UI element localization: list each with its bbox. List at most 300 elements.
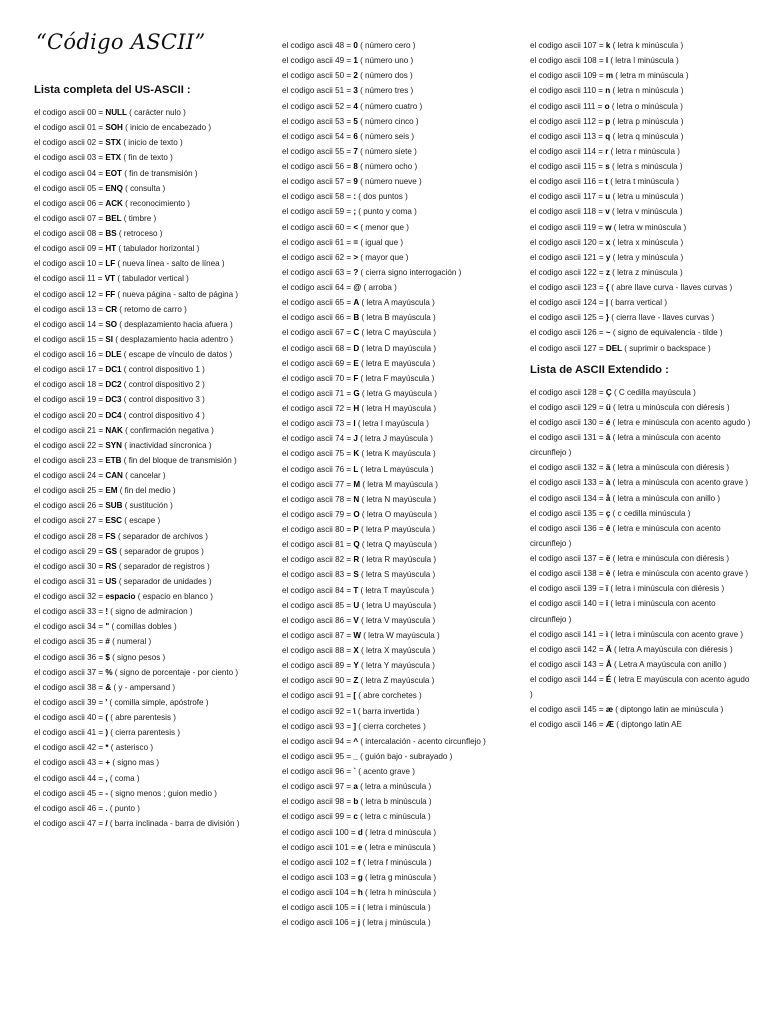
entry-description: ( C cedilla mayúscula )	[613, 387, 696, 397]
entry-symbol: DC4	[105, 410, 122, 420]
entry-symbol: <	[353, 222, 359, 232]
entry-code: 121	[583, 252, 597, 262]
ascii-entry: el codigo ascii 13 = CR ( retorno de carro )	[34, 304, 187, 314]
entry-prefix: el codigo ascii	[34, 758, 85, 768]
entry-description: ( dos puntos )	[358, 192, 408, 202]
entry-description: ( letra S mayúscula )	[361, 570, 436, 580]
entry-prefix: el codigo ascii	[34, 198, 85, 208]
entry-prefix: el codigo ascii	[34, 652, 85, 662]
entry-symbol: R	[353, 555, 360, 565]
entry-code: 89	[335, 661, 345, 671]
ascii-entry: el codigo ascii 123 = { ( abre llave curva - llaves curvas )	[530, 283, 733, 292]
entry-description: ( numeral )	[112, 637, 152, 647]
entry-code: 123	[583, 283, 597, 292]
ascii-column-3	[530, 38, 752, 733]
entry-code: 80	[335, 525, 345, 534]
entry-prefix: el codigo ascii	[34, 350, 85, 359]
entry-description: ( letra s minúscula )	[612, 162, 683, 171]
ascii-entry: el codigo ascii 69 = E ( letra E mayúscula )	[282, 358, 436, 368]
entry-code: 85	[335, 600, 345, 610]
entry-description: ( inactividad síncronica )	[124, 440, 212, 450]
entry-code: 68	[335, 343, 345, 353]
entry-description: ( igual que )	[360, 237, 404, 247]
entry-symbol: U	[353, 600, 360, 610]
entry-symbol: &	[105, 682, 112, 692]
entry-code: 37	[87, 667, 97, 677]
ascii-entry: el codigo ascii 68 = D ( letra D mayúscula )	[282, 343, 437, 353]
entry-prefix: el codigo ascii	[282, 585, 333, 595]
entry-description: ( signo mas )	[112, 758, 160, 768]
ascii-entry: el codigo ascii 35 = # ( numeral )	[34, 637, 152, 647]
ascii-entry: el codigo ascii 96 = ` ( acento grave )	[282, 767, 415, 776]
entry-description: ( letra f minúscula )	[362, 857, 432, 867]
ascii-entry: el codigo ascii 60 = < ( menor que )	[282, 222, 409, 232]
entry-symbol: B	[353, 313, 360, 323]
entry-description: ( tabulador vertical )	[117, 274, 189, 284]
entry-description: ( punto )	[109, 803, 140, 813]
ascii-entry: el codigo ascii 21 = NAK ( confirmación negativa )	[34, 425, 214, 435]
ascii-entry: el codigo ascii 93 = ] ( cierra corchetes )	[282, 721, 426, 731]
entry-symbol: L	[353, 464, 359, 474]
entry-prefix: el codigo ascii	[34, 259, 85, 269]
entry-prefix: el codigo ascii	[282, 600, 333, 610]
entry-description: ( c cedilla minúscula )	[612, 508, 691, 518]
entry-code: 144	[583, 675, 597, 684]
entry-symbol: ETX	[105, 153, 122, 163]
ascii-entry: el codigo ascii 131 = â ( letra a minúscula con acento circunflejo )	[530, 433, 721, 458]
entry-description: ( letra P mayúscula )	[361, 525, 436, 534]
entry-symbol: {	[605, 283, 609, 292]
entry-prefix: el codigo ascii	[282, 903, 333, 913]
entry-symbol: "	[105, 622, 110, 632]
ascii-entry: el codigo ascii 136 = ê ( letra e minúscula con acento circunflejo )	[530, 523, 721, 548]
entry-description: ( letra W mayúscula )	[363, 630, 440, 640]
entry-symbol: HT	[105, 244, 117, 254]
ascii-entry: el codigo ascii 135 = ç ( c cedilla minúscula )	[530, 508, 691, 518]
ascii-entry: el codigo ascii 08 = BS ( retroceso )	[34, 229, 163, 238]
ascii-entry: el codigo ascii 103 = g ( letra g minúscula )	[282, 872, 437, 882]
entry-description: ( letra K mayúscula )	[361, 449, 436, 459]
entry-code: 130	[583, 417, 597, 427]
ascii-entry: el codigo ascii 03 = ETX ( fin de texto )	[34, 153, 173, 163]
ascii-entry: el codigo ascii 78 = N ( letra N mayúscula )	[282, 494, 437, 504]
entry-description: ( número seis )	[360, 131, 415, 141]
entry-symbol: ë	[605, 554, 611, 563]
entry-code: 10	[87, 259, 97, 269]
entry-code: 129	[583, 402, 597, 412]
entry-symbol: 6	[353, 131, 358, 141]
entry-code: 06	[87, 198, 97, 208]
entry-prefix: el codigo ascii	[530, 56, 581, 66]
ascii-entry: el codigo ascii 32 = espacio ( espacio en blanco )	[34, 592, 213, 601]
entry-symbol: k	[605, 41, 611, 50]
entry-prefix: el codigo ascii	[530, 313, 581, 323]
entry-symbol: 1	[353, 56, 358, 66]
entry-symbol: H	[353, 404, 360, 413]
entry-code: 72	[335, 404, 345, 413]
entry-description: ( reconocimiento )	[125, 198, 190, 208]
ascii-entry: el codigo ascii 134 = å ( letra a minúscula con anillo )	[530, 493, 721, 503]
ascii-entry: el codigo ascii 62 = > ( mayor que )	[282, 252, 409, 262]
ascii-entry: el codigo ascii 102 = f ( letra f minúscula )	[282, 857, 432, 867]
entry-code: 15	[87, 334, 97, 344]
entry-symbol: r	[605, 146, 609, 156]
entry-symbol: `	[353, 767, 357, 776]
entry-prefix: el codigo ascii	[282, 131, 333, 141]
entry-symbol: j	[357, 918, 361, 928]
entry-code: 132	[583, 463, 597, 473]
ascii-entry: el codigo ascii 48 = 0 ( número cero )	[282, 41, 416, 50]
entry-description: ( letra N mayúscula )	[361, 494, 437, 504]
entry-symbol: SYN	[105, 440, 122, 450]
entry-symbol: CR	[105, 304, 118, 314]
entry-symbol: espacio	[105, 592, 136, 601]
ascii-list-standard-end	[530, 38, 752, 356]
entry-prefix: el codigo ascii	[282, 207, 333, 217]
entry-description: ( tabulador horizontal )	[118, 244, 200, 254]
entry-code: 96	[335, 767, 345, 776]
entry-prefix: el codigo ascii	[282, 373, 333, 383]
entry-description: ( letra D mayúscula )	[361, 343, 437, 353]
ascii-entry: el codigo ascii 117 = u ( letra u minúscula )	[530, 192, 684, 202]
entry-description: ( signo pesos )	[112, 652, 166, 662]
ascii-entry: el codigo ascii 116 = t ( letra t minúscula )	[530, 177, 680, 187]
entry-prefix: el codigo ascii	[282, 267, 333, 277]
entry-description: ( separador de registros )	[118, 561, 210, 571]
entry-symbol: DC2	[105, 380, 122, 390]
ascii-entry: el codigo ascii 145 = æ ( diptongo latin ae minúscula )	[530, 705, 724, 715]
ascii-entry: el codigo ascii 43 = + ( signo mas )	[34, 758, 160, 768]
ascii-entry: el codigo ascii 45 = - ( signo menos ; guion medio )	[34, 788, 217, 798]
entry-code: 124	[583, 298, 597, 308]
entry-prefix: el codigo ascii	[34, 576, 85, 586]
ascii-entry: el codigo ascii 16 = DLE ( escape de vínculo de datos )	[34, 350, 233, 359]
entry-prefix: el codigo ascii	[530, 41, 581, 50]
entry-code: 73	[335, 419, 345, 429]
entry-prefix: el codigo ascii	[282, 494, 333, 504]
entry-code: 67	[335, 328, 345, 338]
ascii-entry: el codigo ascii 111 = o ( letra o minúscula )	[530, 101, 683, 111]
entry-code: 30	[87, 561, 97, 571]
entry-description: ( letra y minúscula )	[612, 252, 684, 262]
entry-prefix: el codigo ascii	[34, 138, 85, 148]
entry-symbol: SO	[105, 319, 118, 329]
entry-symbol: 0	[353, 41, 358, 50]
entry-prefix: el codigo ascii	[34, 153, 85, 163]
entry-symbol: SOH	[105, 123, 123, 133]
entry-code: 97	[335, 782, 345, 792]
entry-prefix: el codigo ascii	[282, 328, 333, 338]
entry-prefix: el codigo ascii	[530, 463, 581, 473]
entry-description: ( número dos )	[360, 71, 413, 81]
entry-description: ( letra Z mayúscula )	[360, 676, 435, 686]
ascii-entry: el codigo ascii 76 = L ( letra L mayúscula )	[282, 464, 434, 474]
entry-prefix: el codigo ascii	[34, 682, 85, 692]
entry-symbol: è	[605, 569, 611, 579]
ascii-entry: el codigo ascii 49 = 1 ( número uno )	[282, 56, 414, 66]
entry-code: 117	[583, 192, 596, 202]
ascii-entry: el codigo ascii 106 = j ( letra j minúscula )	[282, 918, 431, 928]
entry-prefix: el codigo ascii	[530, 675, 581, 684]
entry-symbol: E	[353, 358, 359, 368]
entry-prefix: el codigo ascii	[530, 659, 581, 669]
entry-code: 102	[335, 857, 349, 867]
ascii-entry: el codigo ascii 27 = ESC ( escape )	[34, 516, 161, 526]
ascii-entry: el codigo ascii 00 = NULL ( carácter nulo )	[34, 108, 186, 117]
entry-symbol: US	[105, 576, 117, 586]
entry-code: 98	[335, 797, 345, 807]
entry-prefix: el codigo ascii	[34, 803, 85, 813]
entry-prefix: el codigo ascii	[530, 584, 581, 594]
entry-prefix: el codigo ascii	[282, 812, 333, 822]
entry-code: 108	[583, 56, 597, 66]
ascii-entry: el codigo ascii 113 = q ( letra q minúscula )	[530, 131, 684, 141]
entry-prefix: el codigo ascii	[34, 334, 85, 344]
ascii-entry: el codigo ascii 108 = l ( letra l minúscula )	[530, 56, 679, 66]
entry-description: ( letra e minúscula )	[364, 842, 436, 852]
entry-prefix: el codigo ascii	[530, 478, 581, 488]
entry-code: 59	[335, 207, 345, 217]
ascii-entry: el codigo ascii 44 = , ( coma )	[34, 773, 140, 783]
entry-code: 107	[583, 41, 597, 50]
entry-code: 87	[335, 630, 345, 640]
entry-prefix: el codigo ascii	[282, 872, 333, 882]
entry-code: 128	[583, 387, 597, 397]
entry-prefix: el codigo ascii	[34, 743, 85, 753]
entry-code: 22	[87, 440, 97, 450]
ascii-entry: el codigo ascii 02 = STX ( inicio de texto )	[34, 138, 183, 148]
entry-prefix: el codigo ascii	[530, 283, 581, 292]
entry-description: ( número cero )	[360, 41, 416, 50]
entry-description: ( letra i minúscula con diéresis )	[610, 584, 725, 594]
entry-prefix: el codigo ascii	[34, 304, 85, 314]
entry-description: ( y - ampersand )	[113, 682, 176, 692]
entry-symbol: @	[353, 283, 362, 292]
entry-prefix: el codigo ascii	[530, 523, 581, 533]
entry-code: 146	[583, 720, 597, 730]
entry-description: ( letra m minúscula )	[615, 71, 689, 81]
entry-code: 40	[87, 713, 97, 722]
entry-prefix: el codigo ascii	[282, 343, 333, 353]
ascii-entry: el codigo ascii 125 = } ( cierra llave - llaves curvas )	[530, 313, 715, 323]
entry-symbol: 2	[353, 71, 358, 81]
ascii-entry: el codigo ascii 119 = w ( letra w minúscula )	[530, 222, 687, 232]
entry-code: 78	[335, 494, 345, 504]
entry-symbol: 8	[353, 162, 358, 171]
entry-prefix: el codigo ascii	[530, 554, 581, 563]
ascii-entry: el codigo ascii 70 = F ( letra F mayúscula )	[282, 373, 435, 383]
entry-prefix: el codigo ascii	[282, 404, 333, 413]
entry-prefix: el codigo ascii	[34, 425, 85, 435]
entry-prefix: el codigo ascii	[34, 213, 85, 223]
entry-code: 05	[87, 183, 97, 193]
entry-symbol: Q	[353, 540, 360, 550]
ascii-entry: el codigo ascii 85 = U ( letra U mayúscula )	[282, 600, 437, 610]
ascii-entry: el codigo ascii 65 = A ( letra A mayúscula )	[282, 298, 435, 308]
entry-description: ( letra T mayúscula )	[360, 585, 435, 595]
entry-symbol: Y	[353, 661, 359, 671]
entry-description: ( intercalación - acento circunflejo )	[360, 736, 486, 746]
entry-description: ( separador de archivos )	[117, 531, 208, 541]
entry-prefix: el codigo ascii	[282, 676, 333, 686]
entry-symbol: F	[353, 373, 359, 383]
ascii-entry: el codigo ascii 98 = b ( letra b minúscula )	[282, 797, 432, 807]
entry-code: 12	[87, 289, 97, 299]
entry-description: ( control dispositivo 1 )	[123, 365, 205, 375]
entry-prefix: el codigo ascii	[282, 767, 333, 776]
entry-symbol: p	[605, 116, 611, 126]
entry-prefix: el codigo ascii	[282, 918, 333, 928]
entry-code: 116	[583, 177, 596, 187]
entry-symbol: g	[357, 872, 363, 882]
ascii-entry: el codigo ascii 130 = é ( letra e minúscula con acento agudo )	[530, 417, 751, 427]
entry-symbol: DC1	[105, 365, 122, 375]
entry-code: 66	[335, 313, 345, 323]
entry-symbol: \	[353, 706, 356, 716]
entry-prefix: el codigo ascii	[34, 168, 85, 178]
ascii-entry: el codigo ascii 132 = ä ( letra a minúscula con diéresis )	[530, 463, 730, 473]
entry-description: ( cierra signo interrogación )	[360, 267, 462, 277]
entry-symbol: 9	[353, 177, 358, 187]
entry-prefix: el codigo ascii	[282, 888, 333, 897]
entry-prefix: el codigo ascii	[530, 192, 581, 202]
entry-code: 39	[87, 697, 97, 707]
ascii-entry: el codigo ascii 28 = FS ( separador de archivos )	[34, 531, 208, 541]
ascii-entry: el codigo ascii 120 = x ( letra x minúscula )	[530, 237, 684, 247]
entry-description: ( letra J mayúscula )	[360, 434, 433, 444]
entry-symbol: DLE	[105, 350, 122, 359]
entry-code: 17	[87, 365, 97, 375]
entry-description: ( fin del medio )	[119, 486, 176, 496]
entry-symbol: i	[357, 903, 361, 913]
entry-description: ( sustitución )	[124, 501, 173, 511]
entry-symbol: DEL	[605, 343, 623, 353]
ascii-entry: el codigo ascii 133 = à ( letra a minúscula con acento grave )	[530, 478, 749, 488]
entry-prefix: el codigo ascii	[34, 501, 85, 511]
entry-symbol: DC3	[105, 395, 122, 405]
entry-code: 145	[583, 705, 597, 715]
entry-code: 133	[583, 478, 597, 488]
entry-description: ( control dispositivo 2 )	[123, 380, 205, 390]
entry-prefix: el codigo ascii	[282, 71, 333, 81]
entry-code: 20	[87, 410, 97, 420]
entry-code: 70	[335, 373, 345, 383]
entry-description: ( letra x minúscula )	[612, 237, 684, 247]
entry-symbol: î	[605, 599, 609, 609]
entry-description: ( guión bajo - subrayado )	[360, 751, 453, 761]
entry-symbol: ï	[605, 584, 609, 594]
entry-description: ( letra i minúscula con acento grave )	[610, 629, 744, 639]
entry-prefix: el codigo ascii	[282, 358, 333, 368]
entry-prefix: el codigo ascii	[282, 570, 333, 580]
entry-prefix: el codigo ascii	[530, 599, 581, 609]
entry-prefix: el codigo ascii	[34, 289, 85, 299]
entry-description: ( timbre )	[123, 213, 157, 223]
entry-code: 48	[335, 41, 345, 50]
ascii-entry: el codigo ascii 86 = V ( letra V mayúscula )	[282, 615, 436, 625]
entry-description: ( letra d minúscula )	[365, 827, 437, 837]
entry-symbol: u	[605, 192, 611, 202]
entry-code: 93	[335, 721, 345, 731]
entry-description: ( letra R mayúscula )	[361, 555, 437, 565]
entry-prefix: el codigo ascii	[282, 313, 333, 323]
entry-prefix: el codigo ascii	[282, 464, 333, 474]
entry-symbol: G	[353, 388, 360, 398]
ascii-entry: el codigo ascii 61 = = ( igual que )	[282, 237, 404, 247]
entry-code: 138	[583, 569, 597, 579]
entry-code: 104	[335, 888, 349, 897]
ascii-entry: el codigo ascii 83 = S ( letra S mayúscula )	[282, 570, 436, 580]
ascii-entry: el codigo ascii 84 = T ( letra T mayúscula )	[282, 585, 435, 595]
ascii-entry: el codigo ascii 40 = ( ( abre parentesis )	[34, 713, 176, 722]
entry-code: 136	[583, 523, 597, 533]
entry-description: ( nueva línea - salto de línea )	[117, 259, 225, 269]
heading-us-ascii: Lista completa del US-ASCII :	[34, 84, 191, 96]
entry-prefix: el codigo ascii	[530, 705, 581, 715]
entry-symbol: X	[353, 646, 359, 655]
ascii-entry: el codigo ascii 80 = P ( letra P mayúscula )	[282, 525, 436, 534]
entry-code: 26	[87, 501, 97, 511]
entry-prefix: el codigo ascii	[282, 540, 333, 550]
entry-description: ( letra X mayúscula )	[361, 646, 436, 655]
ascii-entry: el codigo ascii 54 = 6 ( número seis )	[282, 131, 415, 141]
entry-prefix: el codigo ascii	[282, 192, 333, 202]
entry-code: 71	[335, 388, 345, 398]
entry-description: ( letra c minúscula )	[360, 812, 431, 822]
ascii-column-2	[282, 38, 504, 930]
entry-description: ( letra Y mayúscula )	[361, 661, 435, 671]
entry-prefix: el codigo ascii	[34, 108, 85, 117]
entry-prefix: el codigo ascii	[530, 720, 581, 730]
entry-code: 54	[335, 131, 345, 141]
entry-description: ( letra V mayúscula )	[361, 615, 436, 625]
entry-code: 38	[87, 682, 97, 692]
entry-symbol: CAN	[105, 471, 123, 480]
entry-description: ( letra Q mayúscula )	[361, 540, 438, 550]
entry-description: ( abre llave curva - llaves curvas )	[611, 283, 733, 292]
entry-code: 134	[583, 493, 597, 503]
ascii-entry: el codigo ascii 20 = DC4 ( control dispositivo 4 )	[34, 410, 205, 420]
ascii-entry: el codigo ascii 19 = DC3 ( control dispositivo 3 )	[34, 395, 205, 405]
entry-prefix: el codigo ascii	[530, 207, 581, 217]
entry-symbol: J	[353, 434, 358, 444]
entry-code: 24	[87, 471, 97, 480]
ascii-entry: el codigo ascii 110 = n ( letra n minúscula )	[530, 86, 684, 96]
ascii-entry: el codigo ascii 15 = SI ( desplazamiento hacia adentro )	[34, 334, 234, 344]
entry-description: ( fin del bloque de transmisión )	[123, 455, 237, 465]
ascii-entry: el codigo ascii 79 = O ( letra O mayúscula )	[282, 509, 438, 519]
ascii-entry: el codigo ascii 121 = y ( letra y minúscula )	[530, 252, 684, 262]
entry-description: ( fin de transmisión )	[124, 168, 198, 178]
ascii-entry: el codigo ascii 04 = EOT ( fin de transmisión )	[34, 168, 198, 178]
entry-symbol: (	[105, 713, 109, 722]
ascii-entry: el codigo ascii 129 = ü ( letra u minúscula con diéresis )	[530, 402, 730, 412]
ascii-entry: el codigo ascii 01 = SOH ( inicio de encabezado )	[34, 123, 212, 133]
entry-symbol: æ	[605, 705, 614, 715]
entry-code: 61	[335, 237, 345, 247]
entry-symbol: 4	[353, 101, 358, 111]
entry-symbol: ^	[353, 736, 359, 746]
entry-code: 100	[335, 827, 349, 837]
entry-code: 34	[87, 622, 97, 632]
ascii-entry: el codigo ascii 14 = SO ( desplazamiento hacia afuera )	[34, 319, 233, 329]
entry-description: ( cierra parentesis )	[110, 728, 181, 738]
entry-code: 79	[335, 509, 345, 519]
ascii-entry: el codigo ascii 37 = % ( signo de porcentaje - por ciento )	[34, 667, 239, 677]
entry-prefix: el codigo ascii	[282, 177, 333, 187]
entry-symbol: EM	[105, 486, 118, 496]
entry-description: ( letra q minúscula )	[612, 131, 684, 141]
